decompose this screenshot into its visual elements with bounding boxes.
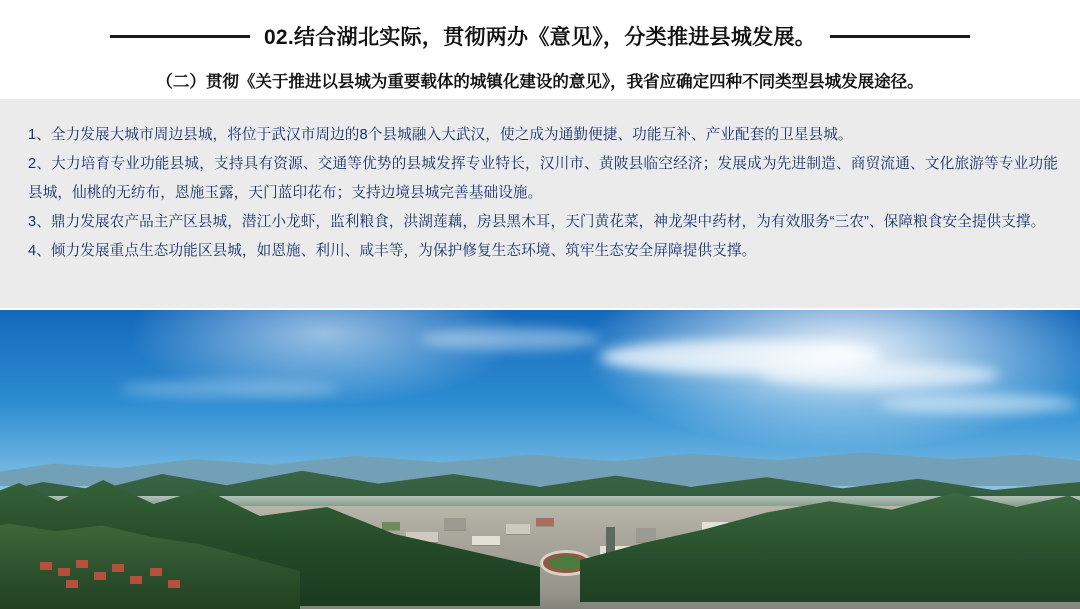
red-roof-house <box>168 580 180 588</box>
title-rule-right <box>830 35 970 38</box>
red-roof-house <box>94 572 106 580</box>
page-subtitle: （二）贯彻《关于推进以县城为重要载体的城镇化建设的意见》，我省应确定四种不同类型县城发展途径。 <box>156 73 924 91</box>
red-roof-house <box>40 562 52 570</box>
title-rule-left <box>110 35 250 38</box>
body-paragraph-4: 4、倾力发展重点生态功能区县城，如恩施、利川、咸丰等，为保护修复生态环境、筑牢生态安全屏障提供支撑。 <box>28 243 757 259</box>
red-roof-house <box>76 560 88 568</box>
body-paragraph-1: 1、全力发展大城市周边县城，将位于武汉市周边的8个县城融入大武汉，使之成为通勤便捷、功能互补、产业配套的卫星县城。 <box>28 127 853 143</box>
red-roof-house <box>66 580 78 588</box>
body-paragraph-3: 3、鼎力发展农产品主产区县城，潜江小龙虾，监利粮食，洪湖莲藕，房县黑木耳，天门黄花菜，神龙架中药材，为有效服务“三农”、保障粮食安全提供支撑。 <box>28 214 1046 230</box>
cloud-shape <box>120 380 340 398</box>
body-paragraph-2: 2、大力培育专业功能县城，支持具有资源、交通等优势的县城发挥专业特长，汉川市、黄陂县临空经济；发展成为先进制造、商贸流通、文化旅游等专业功能县城，仙桃的无纺布，恩施玉露，天门蓝印花布；支持边境县城完善基础设施。 <box>28 156 1058 201</box>
body-panel <box>0 99 1080 308</box>
red-roof-house <box>112 564 124 572</box>
stadium-field <box>549 556 583 570</box>
county-aerial-photo <box>0 310 1080 609</box>
cloud-shape <box>880 394 1080 414</box>
cloud-shape <box>420 328 600 350</box>
slide-title-row <box>0 18 1080 54</box>
red-roof-house <box>150 568 162 576</box>
cloud-shape <box>760 362 1000 388</box>
red-roof-house <box>58 568 70 576</box>
red-roof-house <box>130 576 142 584</box>
page-title: 02.结合湖北实际，贯彻两办《意见》，分类推进县城发展。 <box>263 26 817 49</box>
